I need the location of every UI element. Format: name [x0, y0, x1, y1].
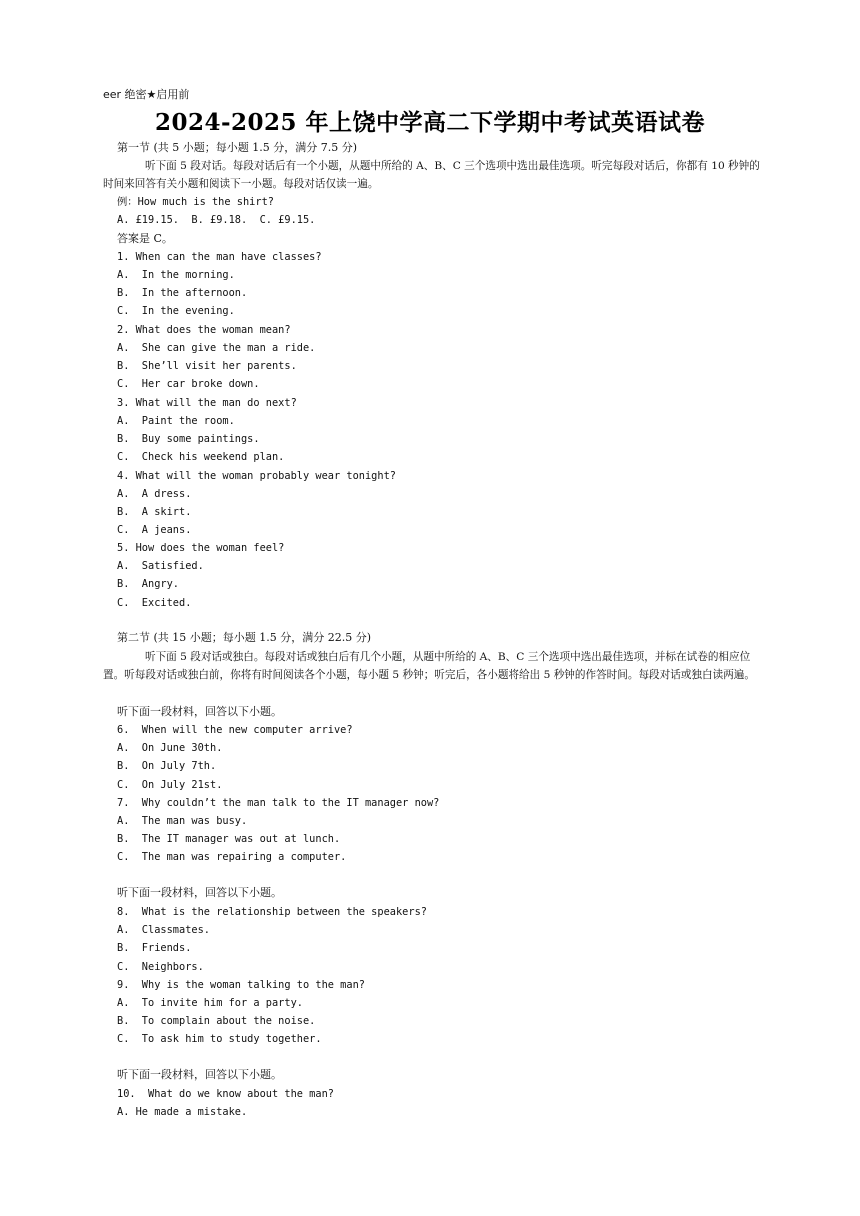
section2-instructions: 听下面 5 段对话或独白。每段对话或独白后有几个小题，从题中所给的 A、B、C 三个选项中选出最佳选项，并标在试卷的相应位置。听每段对话或独白前，你将有时间阅读各个小题，每小题 5 秒钟；听完后，各小题将给出 5 秒钟的作答时间。每段对话或独白读两遍。 [103, 651, 755, 681]
question-line: 2. What does the woman mean? [117, 324, 291, 336]
example-answer: 答案是 C。 [117, 232, 173, 245]
material-intro: 听下面一段材料，回答以下小题。 [117, 1068, 282, 1081]
question-line: 7. Why couldn’t the man talk to the IT manager now? [117, 797, 440, 809]
option-line: C. In the evening. [117, 305, 235, 317]
option-line: A. Satisfied. [117, 560, 204, 572]
option-line: B. She’ll visit her parents. [117, 360, 297, 372]
option-line: B. The IT manager was out at lunch. [117, 833, 341, 845]
option-line: A. A dress. [117, 488, 192, 500]
option-line: B. In the afternoon. [117, 287, 248, 299]
question-line: 3. What will the man do next? [117, 397, 297, 409]
option-line: A. He made a mistake. [117, 1106, 248, 1118]
question-line: 8. What is the relationship between the speakers? [117, 906, 427, 918]
option-line: B. Buy some paintings. [117, 433, 260, 445]
option-line: B. Angry. [117, 578, 179, 590]
example-options: A. £19.15. B. £9.18. C. £9.15. [117, 214, 316, 226]
section2-heading: 第二节 (共 15 小题；每小题 1.5 分，满分 22.5 分) [117, 631, 372, 644]
option-line: A. Paint the room. [117, 415, 235, 427]
question-line: 4. What will the woman probably wear tonight? [117, 470, 396, 482]
question-line: 10. What do we know about the man? [117, 1088, 334, 1100]
example-question: 例：How much is the shirt? [117, 196, 274, 208]
option-line: B. A skirt. [117, 506, 192, 518]
option-line: B. On July 7th. [117, 760, 217, 772]
option-line: A. To invite him for a party. [117, 997, 303, 1009]
material-intro: 听下面一段材料，回答以下小题。 [117, 705, 282, 718]
option-line: C. Check his weekend plan. [117, 451, 285, 463]
question-line: 1. When can the man have classes? [117, 251, 322, 263]
option-line: A. On June 30th. [117, 742, 223, 754]
option-line: A. Classmates. [117, 924, 210, 936]
option-line: C. Excited. [117, 597, 192, 609]
section1-instructions: 听下面 5 段对话。每段对话后有一个小题，从题中所给的 A、B、C 三个选项中选出最佳选项。听完每段对话后，你都有 10 秒钟的时间来回答有关小题和阅读下一小题。每段对话仅读一遍。 [103, 160, 760, 190]
confidential-note: eer 绝密★启用前 [103, 88, 190, 101]
option-line: B. To complain about the noise. [117, 1015, 316, 1027]
question-line: 6. When will the new computer arrive? [117, 724, 353, 736]
option-line: C. A jeans. [117, 524, 192, 536]
option-line: A. In the morning. [117, 269, 235, 281]
question-line: 5. How does the woman feel? [117, 542, 285, 554]
option-line: C. To ask him to study together. [117, 1033, 322, 1045]
option-line: A. The man was busy. [117, 815, 248, 827]
option-line: C. The man was repairing a computer. [117, 851, 347, 863]
option-line: A. She can give the man a ride. [117, 342, 316, 354]
option-line: C. On July 21st. [117, 779, 223, 791]
option-line: C. Her car broke down. [117, 378, 260, 390]
option-line: C. Neighbors. [117, 961, 204, 973]
section1-heading: 第一节 (共 5 小题；每小题 1.5 分，满分 7.5 分) [117, 141, 358, 154]
page-title: 2024-2025 年上饶中学高二下学期中考试英语试卷 [154, 109, 706, 136]
material-intro: 听下面一段材料，回答以下小题。 [117, 886, 282, 899]
option-line: B. Friends. [117, 942, 192, 954]
question-line: 9. Why is the woman talking to the man? [117, 979, 365, 991]
